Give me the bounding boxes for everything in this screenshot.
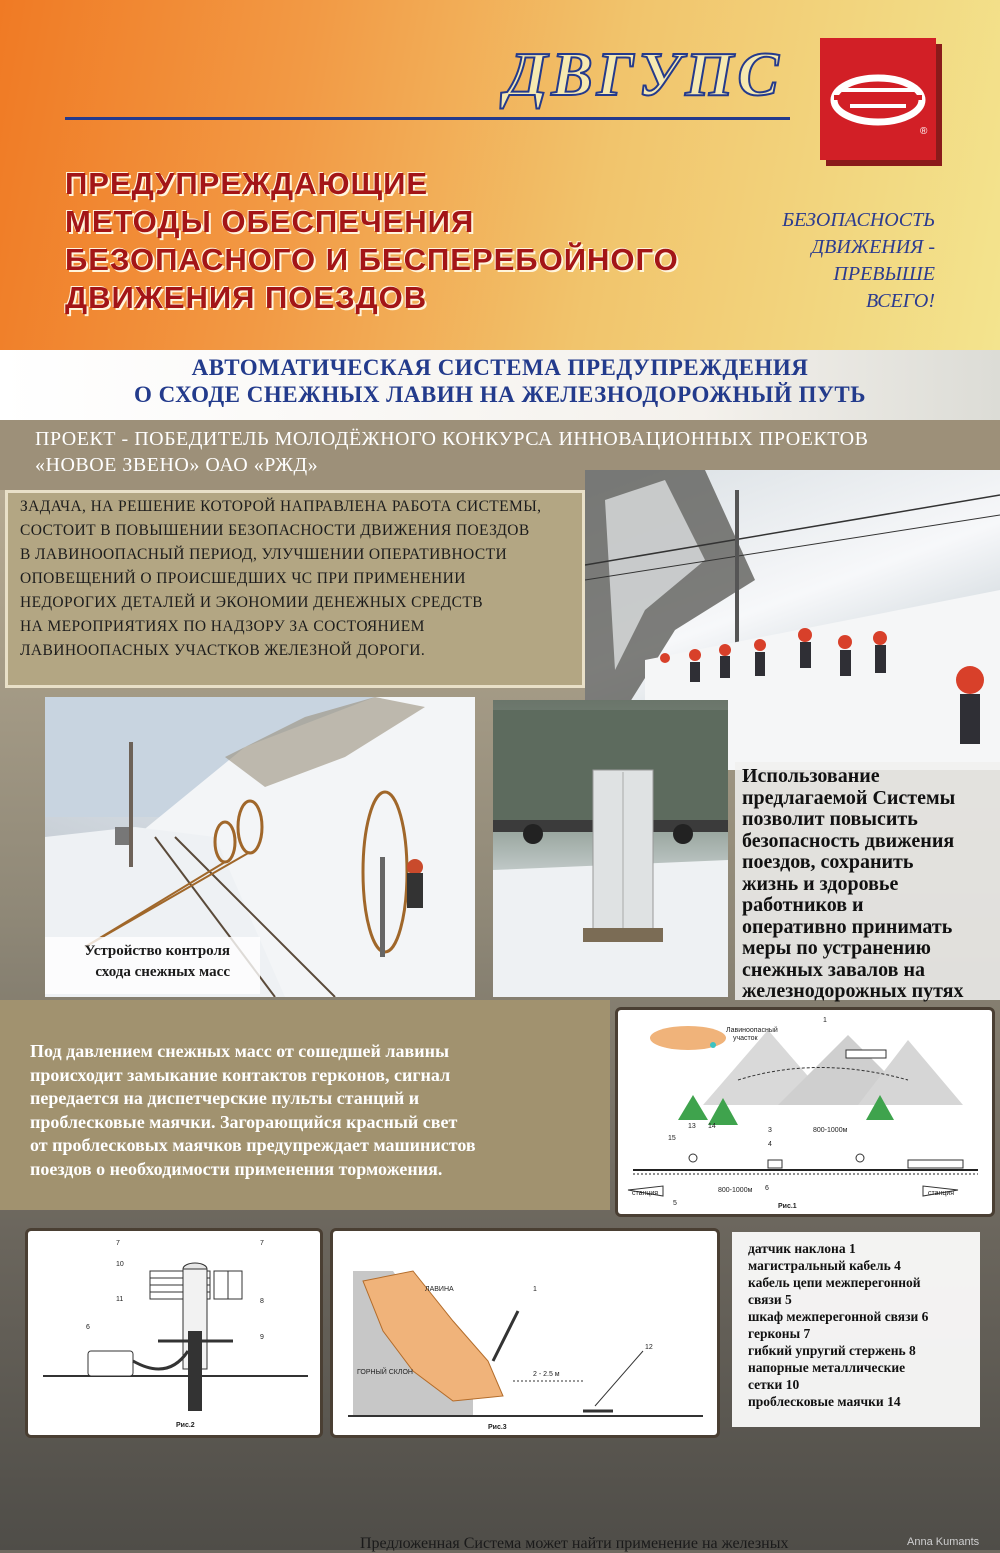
usage-line: предлагаемой Системы — [742, 786, 956, 809]
task-line: ЛАВИНООПАСНЫХ УЧАСТКОВ ЖЕЛЕЗНОЙ ДОРОГИ. — [20, 642, 426, 659]
system-title-line: АВТОМАТИЧЕСКАЯ СИСТЕМА ПРЕДУПРЕЖДЕНИЯ — [191, 355, 809, 380]
avalanche-diagram — [333, 1231, 717, 1435]
fig1-num: 13 — [688, 1123, 696, 1130]
fig1-station-right: станция — [928, 1190, 955, 1197]
mechanism-line: проблесковые маячки. Загорающийся красный свет — [30, 1111, 458, 1132]
scheme-diagram — [618, 1010, 992, 1214]
system-title — [0, 354, 1000, 408]
project-line: ПРОЕКТ - ПОБЕДИТЕЛЬ МОЛОДЁЖНОГО КОНКУРСА ИННОВАЦИОННЫХ ПРОЕКТОВ — [35, 428, 869, 450]
fig2-num: 10 — [116, 1261, 124, 1268]
fig3-caption: Рис.3 — [488, 1424, 507, 1431]
fig1-caption: Рис.1 — [778, 1203, 797, 1210]
brand-underline — [65, 117, 790, 120]
fig3-num: 1 — [533, 1286, 537, 1293]
legend-item: проблесковые маячки 14 — [748, 1394, 901, 1409]
usage-line: жизнь и здоровье — [742, 872, 899, 895]
usage-text — [742, 766, 997, 1003]
fig1-num: 14 — [708, 1123, 716, 1130]
main-title — [65, 165, 785, 317]
mechanism-line: передается на диспетчерские пульты станций и — [30, 1088, 420, 1108]
task-description — [20, 495, 580, 663]
fig1-num: 5 — [673, 1200, 677, 1207]
usage-line: поездов, сохранить — [742, 851, 914, 873]
slogan-line: БЕЗОПАСНОСТЬ — [782, 209, 935, 231]
mechanism-text — [30, 1040, 605, 1181]
slogan-line: ПРЕВЫШЕ — [833, 263, 935, 285]
title-line: ДВИЖЕНИЯ ПОЕЗДОВ — [65, 280, 428, 315]
cabinet-image — [493, 700, 728, 997]
fig1-num: 6 — [765, 1185, 769, 1192]
title-line: МЕТОДЫ ОБЕСПЕЧЕНИЯ — [65, 204, 475, 239]
registered-mark: ® — [920, 126, 928, 137]
task-line: ОПОВЕЩЕНИЙ О ПРОИСШЕДШИХ ЧС ПРИ ПРИМЕНЕНИИ — [20, 570, 466, 587]
usage-line: меры по устранению — [742, 937, 931, 959]
task-line: НЕДОРОГИХ ДЕТАЛЕЙ И ЭКОНОМИИ ДЕНЕЖНЫХ СРЕДСТВ — [20, 594, 484, 611]
usage-line: работников и — [742, 894, 864, 916]
caption-line: Устройство контроля — [84, 943, 230, 959]
task-line: НА МЕРОПРИЯТИЯХ ПО НАДЗОРУ ЗА СОСТОЯНИЕМ — [20, 618, 425, 635]
device-caption — [45, 941, 230, 983]
legend-item: кабель цепи межперегонной — [748, 1275, 921, 1290]
figure-1-scheme — [615, 1007, 995, 1217]
legend-item: герконы 7 — [748, 1326, 811, 1341]
slogan-line: ДВИЖЕНИЯ - — [811, 236, 935, 258]
legend-item: сетки 10 — [748, 1377, 800, 1392]
sensor-diagram — [28, 1231, 320, 1435]
watermark: Anna Kumants — [907, 1536, 980, 1548]
usage-line: позволит повысить — [742, 808, 918, 830]
cabinet-photo — [493, 700, 728, 997]
university-logo — [820, 38, 936, 160]
usage-line: железнодорожных путях — [742, 980, 964, 1002]
usage-line: снежных завалов на — [742, 958, 925, 981]
title-line: ПРЕДУПРЕЖДАЮЩИЕ — [65, 166, 429, 201]
fig1-area-label: участок — [733, 1035, 758, 1042]
mechanism-line: от проблесковых маячков предупреждает машинистов — [30, 1135, 476, 1155]
usage-line: Использование — [742, 765, 880, 787]
fig2-num: 6 — [86, 1324, 90, 1331]
fig1-dist: 800-1000м — [718, 1187, 753, 1194]
slogan — [740, 207, 935, 315]
fig3-avalanche-label: ЛАВИНА — [425, 1286, 454, 1293]
fig1-dist: 800-1000м — [813, 1127, 848, 1134]
legend-item: связи 5 — [748, 1292, 792, 1307]
usage-line: оперативно принимать — [742, 915, 953, 938]
legend-item: магистральный кабель 4 — [748, 1258, 901, 1273]
fig2-num: 7 — [260, 1240, 264, 1247]
mechanism-line: происходит замыкание контактов герконов, сигнал — [30, 1064, 451, 1085]
mechanism-line: Под давлением снежных масс от сошедшей лавины — [30, 1041, 450, 1061]
project-line: «НОВОЕ ЗВЕНО» ОАО «РЖД» — [35, 454, 319, 476]
usage-line: безопасность движения — [742, 829, 955, 852]
footer-text: Предложенная Система может найти применение на железных — [360, 1535, 789, 1552]
task-line: В ЛАВИНООПАСНЫЙ ПЕРИОД, УЛУЧШЕНИИ ОПЕРАТИВНОСТИ — [20, 546, 508, 563]
fig2-num: 7 — [116, 1240, 120, 1247]
task-line: ЗАДАЧА, НА РЕШЕНИЕ КОТОРОЙ НАПРАВЛЕНА РАБОТА СИСТЕМЫ, — [20, 498, 542, 515]
fig1-num: 1 — [823, 1017, 827, 1024]
system-title-line: О СХОДЕ СНЕЖНЫХ ЛАВИН НА ЖЕЛЕЗНОДОРОЖНЫЙ ПУТЬ — [134, 382, 866, 407]
fig1-station-left: станция — [632, 1190, 659, 1197]
legend-item: шкаф межперегонной связи 6 — [748, 1309, 929, 1324]
legend-item: напорные металлические — [748, 1360, 906, 1375]
component-legend — [748, 1240, 983, 1410]
fig1-num: 4 — [768, 1141, 772, 1148]
task-line: СОСТОИТ В ПОВЫШЕНИИ БЕЗОПАСНОСТИ ДВИЖЕНИЯ ПОЕЗДОВ — [20, 522, 530, 539]
fig2-num: 11 — [116, 1296, 124, 1303]
fig3-num: 12 — [645, 1344, 653, 1351]
brand-name: ДВГУПС — [505, 41, 783, 109]
rail-logo-icon — [820, 38, 936, 160]
fig2-num: 9 — [260, 1334, 264, 1341]
slogan-line: ВСЕГО! — [865, 290, 935, 312]
fig1-num: 15 — [668, 1135, 676, 1142]
caption-line: схода снежных масс — [95, 964, 230, 980]
fig2-num: 8 — [260, 1298, 264, 1305]
figure-3-section — [330, 1228, 720, 1438]
figure-2-sensor — [25, 1228, 323, 1438]
legend-item: гибкий упругий стержень 8 — [748, 1343, 916, 1358]
title-line: БЕЗОПАСНОГО И БЕСПЕРЕБОЙНОГО — [65, 242, 679, 277]
fig3-distance-label: 2 - 2.5 м — [533, 1371, 560, 1378]
fig3-slope-label: ГОРНЫЙ СКЛОН — [357, 1369, 413, 1376]
fig1-num: 3 — [768, 1127, 772, 1134]
fig1-area-label: Лавиноопасный — [726, 1027, 778, 1034]
mechanism-line: поездов о необходимости применения торможения. — [30, 1158, 443, 1179]
legend-item: датчик наклона 1 — [748, 1241, 856, 1256]
fig2-caption: Рис.2 — [176, 1422, 195, 1429]
